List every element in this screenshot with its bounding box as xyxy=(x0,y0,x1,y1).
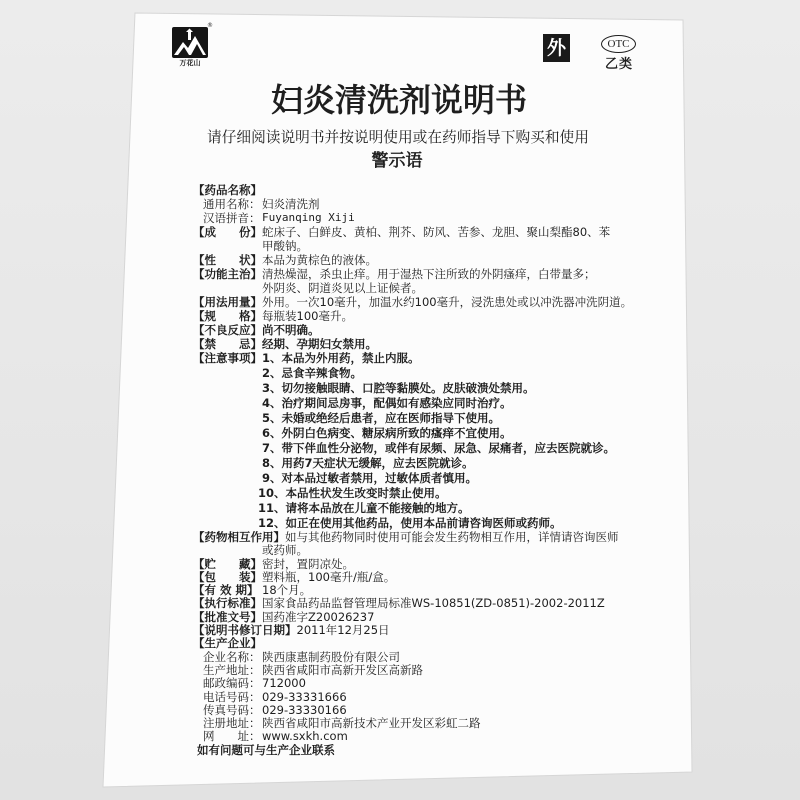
standard-label: 【执行标准】 xyxy=(193,596,262,611)
storage-label: 【贮 藏】 xyxy=(193,556,262,571)
manufacturer-label: 【生产企业】 xyxy=(193,636,262,651)
fax-value: 029-33330166 xyxy=(262,702,347,717)
precautions-label: 【注意事项】 xyxy=(193,351,262,365)
postal-code-label: 邮政编码： xyxy=(203,676,261,691)
drug-name-label: 【药品名称】 xyxy=(193,183,262,197)
precaution-item: 4、治疗期间忌房事，配偶如有感染应同时治疗。 xyxy=(262,396,512,410)
manufacturer-field-row xyxy=(193,691,673,704)
mountain-logo-icon xyxy=(172,27,208,58)
approval-number-row xyxy=(193,611,673,624)
precaution-row xyxy=(193,411,673,426)
package-label: 【包 装】 xyxy=(193,569,262,584)
external-use-badge: 外 xyxy=(543,34,570,62)
description-row xyxy=(193,253,673,267)
registered-address-value: 陕西省咸阳市高新技术产业开发区彩虹二路 xyxy=(262,716,481,731)
indications-text-2: 外阴炎、阴道炎见以上证候者。 xyxy=(262,281,423,295)
specification-text: 每瓶装100毫升。 xyxy=(262,309,353,323)
phone-value: 029-33331666 xyxy=(262,689,347,704)
generic-name-value: 妇炎清洗剂 xyxy=(262,197,320,211)
precaution-row xyxy=(189,516,673,531)
dosage-label: 【用法用量】 xyxy=(193,295,262,309)
reading-notice: 请仔细阅读说明书并按说明使用或在药师指导下购买和使用 xyxy=(207,129,589,146)
logo-brand-text: 万花山 xyxy=(179,59,201,67)
precaution-row xyxy=(193,381,673,396)
precaution-item: 8、用药7天症状无缓解，应去医院就诊。 xyxy=(262,456,474,470)
precaution-row xyxy=(193,366,673,381)
registered-address-label: 注册地址： xyxy=(203,716,261,731)
storage-text: 密封，置阴凉处。 xyxy=(262,556,354,571)
pinyin-label: 汉语拼音： xyxy=(203,211,261,225)
precaution-row xyxy=(193,441,673,456)
otc-class-label: 乙类 xyxy=(605,57,634,72)
precaution-item: 5、未婚或绝经后患者，应在医师指导下使用。 xyxy=(262,411,500,425)
interactions-text-2: 或药师。 xyxy=(262,543,308,558)
precaution-item: 1、本品为外用药，禁止内服。 xyxy=(262,351,420,365)
precaution-item: 2、忌食辛辣食物。 xyxy=(262,366,363,380)
leaflet-body xyxy=(193,183,673,757)
ingredients-row xyxy=(193,225,673,239)
precaution-item: 7、带下伴血性分泌物，或伴有尿频、尿急、尿痛者，应去医院就诊。 xyxy=(262,441,615,455)
interactions-continuation xyxy=(193,544,673,557)
production-address-label: 生产地址： xyxy=(203,662,261,677)
contact-note: 如有问题可与生产企业联系 xyxy=(197,742,335,757)
description-text: 本品为黄棕色的液体。 xyxy=(262,253,377,267)
ingredients-text-2: 甲酸钠。 xyxy=(262,239,308,253)
storage-row xyxy=(193,558,673,571)
approval-number-text: 国药准字Z20026237 xyxy=(262,609,375,624)
adverse-reactions-label: 【不良反应】 xyxy=(193,323,262,337)
interactions-label: 【药物相互作用】 xyxy=(193,530,285,544)
interactions-row xyxy=(193,531,673,544)
manufacturer-field-row xyxy=(193,704,673,717)
adverse-reactions-text: 尚不明确。 xyxy=(262,323,320,337)
dosage-text: 外用。一次10毫升，加温水约100毫升，浸洗患处或以冲洗器冲洗阴道。 xyxy=(262,295,633,309)
other-info-group xyxy=(193,531,673,757)
precaution-item: 3、切勿接触眼睛、口腔等黏膜处。皮肤破溃处禁用。 xyxy=(262,381,535,395)
interactions-text: 如与其他药物同时使用可能会发生药物相互作用，详情请咨询医师 xyxy=(285,530,619,544)
precaution-item: 10、本品性状发生改变时禁止使用。 xyxy=(258,486,447,500)
registered-mark: ® xyxy=(207,22,213,29)
shelf-life-row xyxy=(193,584,673,597)
dosage-row xyxy=(193,295,673,309)
generic-name-label: 通用名称： xyxy=(203,197,261,211)
precaution-item: 6、外阴白色病变、糖尿病所致的瘙痒不宜使用。 xyxy=(262,426,512,440)
precaution-item: 12、如正在使用其他药品，使用本品前请咨询医师或药师。 xyxy=(258,516,562,530)
otc-badge: OTC xyxy=(601,35,636,53)
phone-label: 电话号码： xyxy=(203,689,261,704)
postal-code-value: 712000 xyxy=(262,676,306,691)
specification-row xyxy=(193,309,673,323)
package-text: 塑料瓶，100毫升/瓶/盒。 xyxy=(262,569,396,584)
fax-label: 传真号码： xyxy=(203,702,261,717)
shelf-life-label: 【有 效 期】 xyxy=(193,583,259,598)
revision-date-text: 2011年12月25日 xyxy=(296,623,390,638)
precautions-group xyxy=(193,351,673,531)
website-value: www.sxkh.com xyxy=(262,729,348,744)
indications-row xyxy=(193,267,673,281)
standard-text: 国家食品药品监督管理局标准WS-10851(ZD-0851)-2002-2011Z xyxy=(262,596,605,611)
ingredients-text: 蛇床子、白鲜皮、黄柏、荆芥、防风、苦参、龙胆、聚山梨酯80、苯 xyxy=(262,225,611,239)
revision-date-row xyxy=(193,624,673,637)
company-name-value: 陕西康惠制药股份有限公司 xyxy=(262,649,400,664)
warning-heading: 警示语 xyxy=(371,151,423,171)
approval-number-label: 【批准文号】 xyxy=(193,609,262,624)
precautions-row xyxy=(193,351,673,366)
indications-continuation xyxy=(193,281,673,295)
package-row xyxy=(193,571,673,584)
standard-row xyxy=(193,597,673,610)
revision-date-label: 【说明书修订日期】 xyxy=(193,623,297,638)
generic-name-row xyxy=(193,197,673,211)
shelf-life-text: 18个月。 xyxy=(262,583,312,598)
contraindications-text: 经期、孕期妇女禁用。 xyxy=(262,337,377,351)
precaution-item: 9、对本品过敏者禁用，过敏体质者慎用。 xyxy=(262,471,477,485)
indications-text: 清热燥湿，杀虫止痒。用于湿热下注所致的外阴瘙痒，白带量多； xyxy=(262,267,596,281)
manufacturer-row xyxy=(193,637,673,650)
description-label: 【性 状】 xyxy=(193,253,262,267)
precaution-row xyxy=(189,501,673,516)
ingredients-continuation xyxy=(193,239,673,253)
precaution-item: 11、请将本品放在儿童不能接触的地方。 xyxy=(258,501,470,515)
manufacturer-field-row xyxy=(193,730,673,743)
precaution-row xyxy=(193,471,673,486)
company-name-label: 企业名称： xyxy=(203,649,261,664)
contraindications-row xyxy=(193,337,673,351)
ingredients-label: 【成 份】 xyxy=(193,225,262,239)
manufacturer-field-row xyxy=(193,651,673,664)
pinyin-value: Fuyanqing Xiji xyxy=(262,211,355,224)
precaution-row xyxy=(193,456,673,471)
basic-info-group xyxy=(193,183,673,351)
precaution-row xyxy=(189,486,673,501)
contraindications-label: 【禁 忌】 xyxy=(193,337,262,351)
precaution-row xyxy=(193,396,673,411)
specification-label: 【规 格】 xyxy=(193,309,262,323)
precaution-row xyxy=(193,426,673,441)
manufacturer-field-row xyxy=(193,664,673,677)
pinyin-row xyxy=(193,211,673,225)
drug-name-row xyxy=(193,183,673,197)
adverse-reactions-row xyxy=(193,323,673,337)
production-address-value: 陕西省咸阳市高新开发区高新路 xyxy=(262,662,423,677)
manufacturer-field-row xyxy=(193,677,673,690)
manufacturer-field-row xyxy=(193,717,673,730)
indications-label: 【功能主治】 xyxy=(193,267,262,281)
document-title: 妇炎清洗剂说明书 xyxy=(270,81,527,119)
website-label: 网 址： xyxy=(203,729,261,744)
